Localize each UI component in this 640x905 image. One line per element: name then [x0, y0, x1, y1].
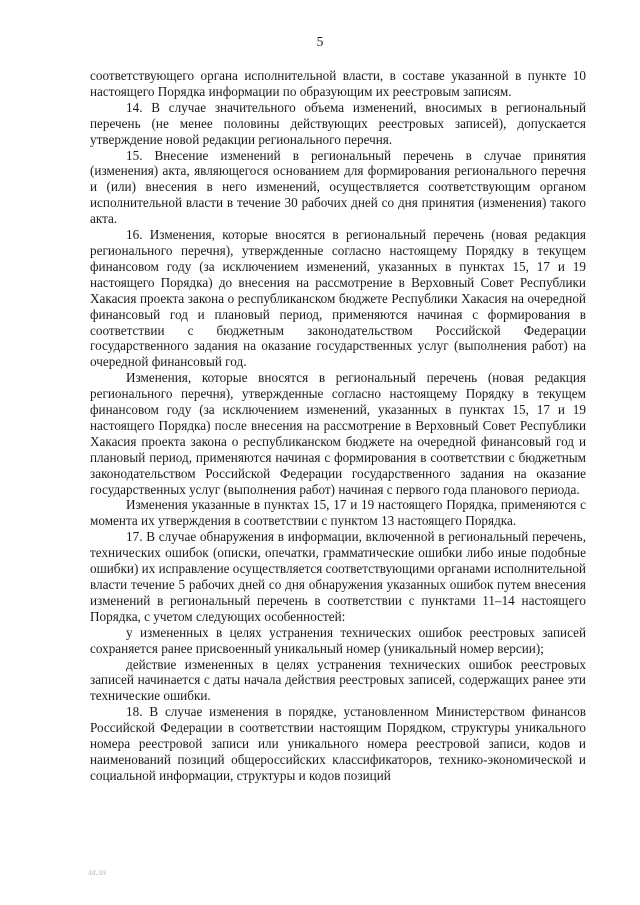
page-number: 5 [316, 34, 324, 49]
document-body [90, 68, 586, 784]
paragraph-item-18: 18. В случае изменения в порядке, установленном Министерством финансов Российской Федерации в соответствии настоящим Порядком, структуры уникального номера реестровой записи или уникального номера реестровой записи, кодов и наименований позиций общероссийских классификаторов, технико-экономической и социальной информации, структуры и кодов позиций [90, 704, 586, 783]
paragraph-item-16: 16. Изменения, которые вносятся в региональный перечень (новая редакция регионального перечня), утвержденные согласно настоящему Порядку в текущем финансовом году (за исключением изменений, указанных в пунктах 15, 17 и 19 настоящего Порядка) до внесения на рассмотрение в Верховный Совет Республики Хакасия проекта закона о республиканском бюджете Республики Хакасия на очередной финансовый год и плановый период, применяются начиная с формирования в соответствии с бюджетным законодательством Российской Федерации государственного задания на оказание государственных услуг (выполнения работ) на очередной финансовый год. [90, 227, 586, 370]
paragraph-item-17-bullet-1: у измененных в целях устранения технических ошибок реестровых записей сохраняется ранее присвоенный уникальный номер (уникальный номер версии); [90, 624, 586, 656]
paragraph-item-14: 14. В случае значительного объема изменений, вносимых в региональный перечень (не менее половины действующих реестровых записей), допускается утверждение новой редакции регионального перечня. [90, 99, 586, 147]
paragraph-item-16-exceptions: Изменения указанные в пунктах 15, 17 и 19 настоящего Порядка, применяются с момента их утверждения в соответствии с пунктом 13 настоящего Порядка. [90, 497, 586, 529]
paragraph-item-15: 15. Внесение изменений в региональный перечень в случае принятия (изменения) акта, являющегося основанием для формирования регионального перечня и (или) внесения в него изменений, осуществляется соответствующим органом исполнительной власти в течение 30 рабочих дней со дня принятия (изменения) такого акта. [90, 147, 586, 227]
paragraph-item-17: 17. В случае обнаружения в информации, включенной в региональный перечень, технических ошибок (описки, опечатки, грамматические ошибки либо иные подобные ошибки) их исправление осуществляется соответствующими органами исполнительной власти течение 5 рабочих дней со дня обнаружения указанных ошибок путем внесения изменений в региональный перечень в соответствии с пунктами 11–14 настоящего Порядка, с учетом следующих особенностей: [90, 529, 586, 624]
paragraph-continuation: соответствующего органа исполнительной власти, в составе указанной в пункте 10 настоящего Порядка информации по образующим их реестровым записям. [90, 68, 586, 99]
paragraph-item-16-continued: Изменения, которые вносятся в региональный перечень (новая редакция регионального перечня), утвержденные согласно настоящему Порядку в текущем финансовом году (за исключением изменений, указанных в пунктах 15, 17 и 19 настоящего Порядка) после внесения на рассмотрение в Верховный Совет Республики Хакасия проекта закона о республиканском бюджете на очередной финансовый год и плановый период, применяются начиная с формирования в соответствии с бюджетным законодательством Российской Федерации государственного задания на оказание государственных услуг (выполнения работ) начиная с первого года планового периода. [90, 370, 586, 497]
footer-mark: лл.лл [88, 867, 106, 877]
paragraph-item-17-bullet-2: действие измененных в целях устранения технических ошибок реестровых записей начинается с даты начала действия реестровых записей, содержащих ранее эти технические ошибки. [90, 656, 586, 704]
